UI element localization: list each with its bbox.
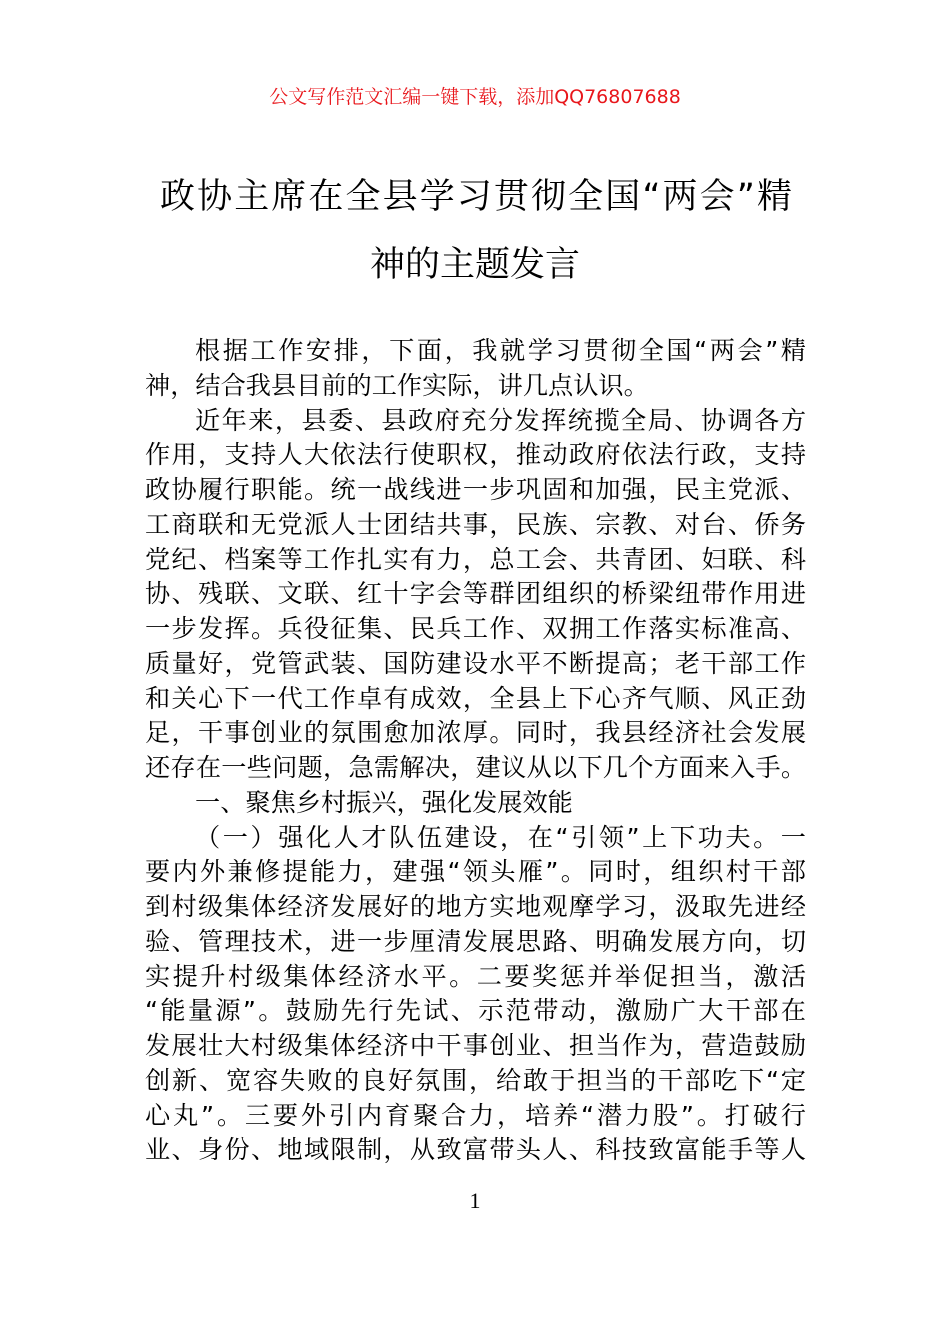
body-text-line: 党纪、档案等工作扎实有力，总工会、共青团、妇联、科 [145,544,806,574]
body-text-line: 验、管理技术，进一步厘清发展思路、明确发展方向，切 [145,926,806,956]
body-text-line: 质量好，党管武装、国防建设水平不断提高；老干部工作 [145,648,806,678]
body-text-line: 根据工作安排，下面，我就学习贯彻全国“两会”精 [195,336,806,365]
page-number: 1 [469,1188,481,1213]
body-text-line: 和关心下一代工作卓有成效，全县上下心齐气顺、风正劲 [145,683,806,713]
body-text-line: 到村级集体经济发展好的地方实地观摩学习，汲取先进经 [145,892,806,921]
body-text-line: 工商联和无党派人士团结共事，民族、宗教、对台、侨务 [145,509,806,539]
body-text-line: 实提升村级集体经济水平。二要奖惩并举促担当，激活 [145,961,806,991]
document-title-line-1: 政协主席在全县学习贯彻全国“两会”精 [160,177,792,217]
body-text-line: 还存在一些问题，急需解决，建议从以下几个方面来入手。 [145,753,806,782]
body-text-line: 心丸”。三要外引内育聚合力，培养“潜力股”。打破行 [145,1100,806,1130]
download-banner: 公文写作范文汇编一键下载，添加QQ76807688 [269,86,681,108]
document-body [145,334,806,1168]
body-text-line: 要内外兼修提能力，建强“领头雁”。同时，组织村干部 [145,857,806,887]
body-text-line: “能量源”。鼓励先行先试、示范带动，激励广大干部在 [145,996,806,1026]
body-text-line: 创新、宽容失败的良好氛围，给敢于担当的干部吃下“定 [145,1065,806,1095]
document-title-line-2: 神的主题发言 [369,245,580,285]
body-text-line: 业、身份、地域限制，从致富带头人、科技致富能手等人 [145,1135,806,1165]
body-text-line: （一）强化人才队伍建设，在“引领”上下功夫。一 [195,822,806,852]
body-text-line: 一、聚焦乡村振兴，强化发展效能 [195,787,573,817]
body-text-line: 协、残联、文联、红十字会等群团组织的桥梁纽带作用进 [145,579,806,609]
body-text-line: 足，干事创业的氛围愈加浓厚。同时，我县经济社会发展 [145,718,806,748]
body-text-line: 政协履行职能。统一战线进一步巩固和加强，民主党派、 [145,475,806,504]
body-text-line: 作用，支持人大依法行使职权，推动政府依法行政，支持 [145,440,806,470]
body-text-line: 神，结合我县目前的工作实际，讲几点认识。 [145,370,649,400]
body-text-line: 发展壮大村级集体经济中干事创业、担当作为，营造鼓励 [145,1031,806,1060]
body-text-line: 近年来，县委、县政府充分发挥统揽全局、协调各方 [195,405,806,435]
body-text-line: 一步发挥。兵役征集、民兵工作、双拥工作落实标准高、 [145,614,806,643]
